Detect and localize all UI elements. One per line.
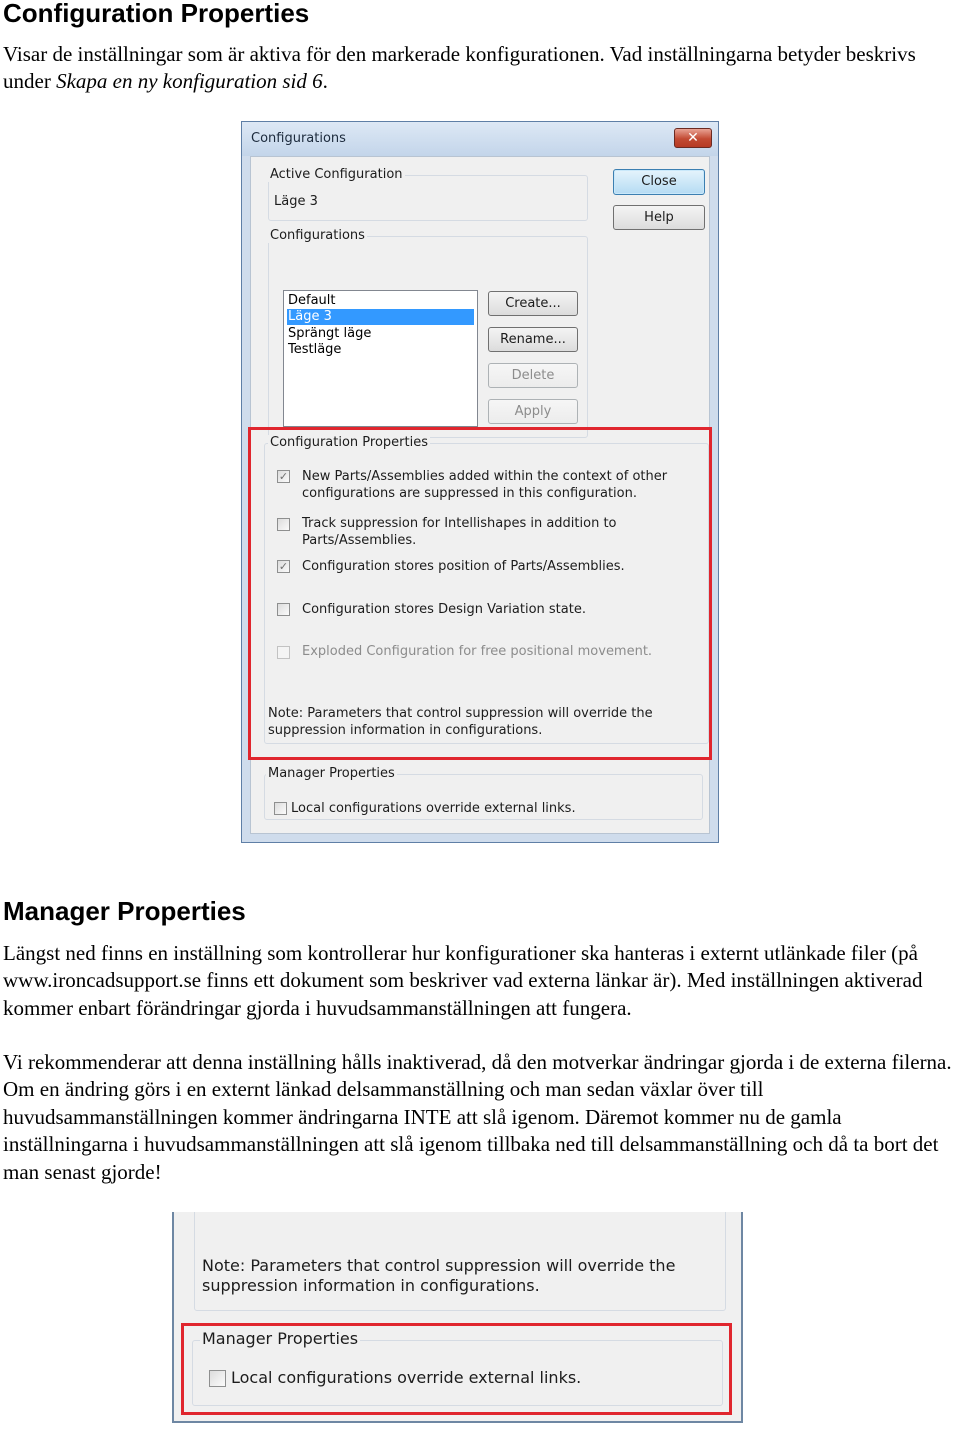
close-window-icon[interactable]: ✕ — [674, 128, 712, 148]
manager-properties-label: Manager Properties — [268, 766, 395, 781]
delete-button[interactable]: Delete — [488, 363, 578, 388]
help-button[interactable]: Help — [613, 205, 705, 230]
configurations-label: Configurations — [270, 228, 365, 243]
intro-paragraph — [3, 41, 960, 96]
active-configuration-label: Active Configuration — [270, 167, 403, 182]
dialog-title: Configurations — [251, 131, 346, 146]
configurations-listbox[interactable] — [283, 290, 478, 427]
manager-option-label: Local configurations override external links. — [231, 1368, 582, 1387]
list-item[interactable]: Default — [288, 293, 336, 308]
section-heading-configuration-properties: Configuration Properties — [3, 0, 310, 28]
intro-text-end: . — [322, 69, 328, 94]
option-label: Track suppression for Intellishapes in addition to — [302, 516, 617, 531]
note-text: suppression information in configurations. — [268, 723, 543, 738]
option-label: Configuration stores position of Parts/Assemblies. — [302, 559, 625, 574]
highlight-box — [248, 427, 712, 760]
manager-paragraph-1: Längst ned finns en inställning som kontrollerar hur konfigurationer ska hanteras i externt utlänkade filer (på www.ironcadsupport.se finns ett dokument som beskriver vad externa länkar är). Med inställningen aktiverad kommer enbart förändringar gjorda i huvudsammanställningen att fungera. — [3, 941, 923, 1020]
rename-button[interactable]: Rename... — [488, 327, 578, 352]
option-label-disabled: Exploded Configuration for free positional movement. — [302, 644, 653, 659]
apply-button[interactable]: Apply — [488, 399, 578, 424]
option-label: New Parts/Assemblies added within the context of other — [302, 469, 668, 484]
list-item-selected[interactable]: Läge 3 — [287, 309, 474, 325]
dialog-titlebar — [242, 122, 718, 156]
option-label: Configuration stores Design Variation state. — [302, 602, 586, 617]
configuration-properties-label: Configuration Properties — [270, 435, 428, 450]
manager-paragraph-2: Vi rekommenderar att denna inställning hålls inaktiverad, då den motverkar ändringar gjorda i de externa filerna. Om en ändring görs i en externt länkad delsammanställning och man sedan växlar över till huvudsammanställningen kommer ändringarna INTE att slå igenom. Däremot kommer nu de gamla inställningarna i huvudsammanställningen att slå igenom tillbaka ned till delsammanställning och då ta bort det man senast gjorde! — [3, 1050, 952, 1184]
list-item[interactable]: Sprängt läge — [288, 326, 372, 341]
section-heading-manager-properties: Manager Properties — [3, 896, 246, 926]
option-checkbox[interactable]: ✓ — [278, 470, 289, 483]
note-text: Note: Parameters that control suppression will override the — [268, 706, 653, 721]
option-label: Parts/Assemblies. — [302, 533, 417, 548]
close-button[interactable]: Close — [613, 169, 705, 195]
manager-option-label: Local configurations override external links. — [291, 801, 576, 816]
create-button[interactable]: Create... — [488, 291, 578, 316]
list-item[interactable]: Testläge — [288, 342, 342, 357]
manager-properties-label: Manager Properties — [202, 1329, 359, 1348]
active-configuration-value: Läge 3 — [274, 194, 318, 209]
note-text: suppression information in configurations. — [202, 1276, 540, 1295]
note-text: Note: Parameters that control suppression will override the — [202, 1256, 676, 1275]
option-checkbox[interactable]: ✓ — [278, 560, 289, 573]
intro-reference: Skapa en ny konfiguration sid 6 — [56, 69, 323, 94]
intro-text: Visar de inställningar som är aktiva för den markerade konfigurationen. Vad inställningarna betyder beskrivs under — [3, 42, 916, 94]
manager-option-checkbox[interactable] — [274, 802, 287, 815]
option-label: configurations are suppressed in this configuration. — [302, 486, 637, 501]
highlight-box — [181, 1323, 732, 1415]
